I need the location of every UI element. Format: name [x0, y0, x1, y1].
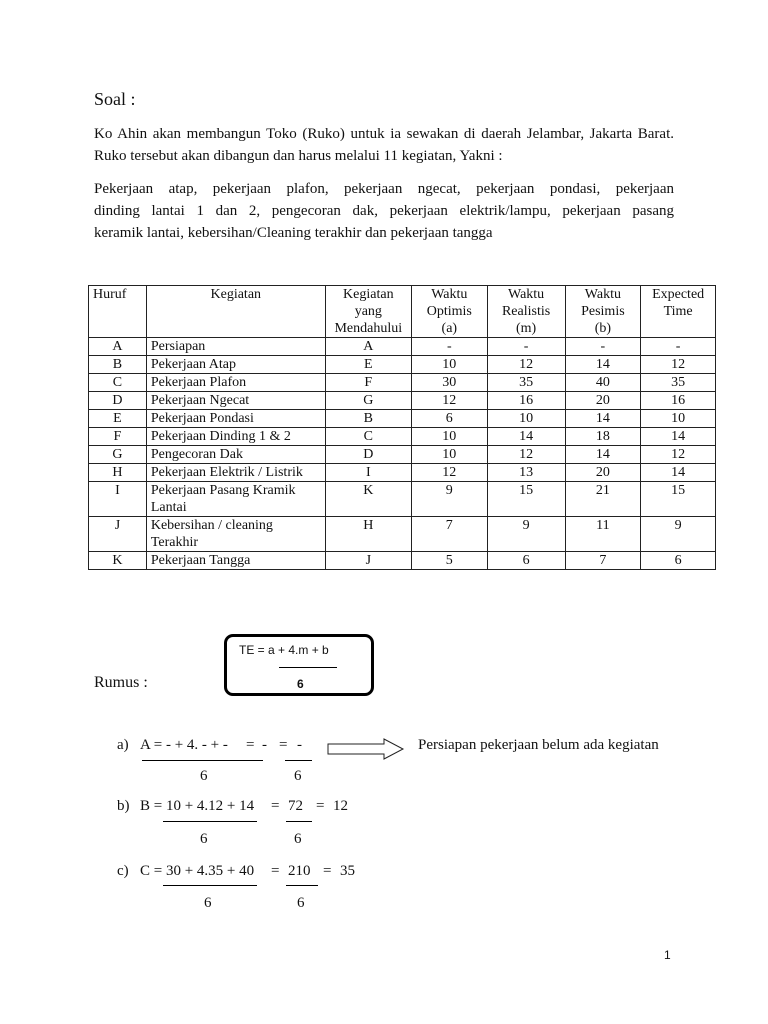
cell-pred: J [325, 552, 411, 570]
cell-b: 40 [565, 374, 641, 392]
cell-a: 5 [411, 552, 487, 570]
calc-c-mid: 210 [288, 863, 311, 879]
cell-pred: F [325, 374, 411, 392]
calc-c-eq1: = [271, 863, 280, 879]
cell-m: - [487, 338, 565, 356]
formula-numerator: TE = a + 4.m + b [239, 643, 329, 657]
cell-kegiatan: Pekerjaan Ngecat [146, 392, 325, 410]
cell-pred: H [325, 517, 411, 552]
calc-c-result: 35 [340, 863, 355, 879]
section-title: Soal : [94, 89, 136, 109]
cell-m: 15 [487, 482, 565, 517]
fraction-line [163, 885, 257, 886]
header-huruf: Huruf [89, 286, 147, 338]
cell-huruf: A [89, 338, 147, 356]
fraction-line [142, 760, 263, 761]
cell-te: 14 [641, 428, 716, 446]
calc-b-label: b) [117, 798, 130, 814]
cell-huruf: D [89, 392, 147, 410]
cell-m: 12 [487, 446, 565, 464]
rumus-label: Rumus : [94, 674, 148, 691]
cell-m: 10 [487, 410, 565, 428]
cell-huruf: F [89, 428, 147, 446]
cell-m: 35 [487, 374, 565, 392]
cell-m: 14 [487, 428, 565, 446]
cell-te: 15 [641, 482, 716, 517]
cell-kegiatan: Pekerjaan Tangga [146, 552, 325, 570]
activities-line: Pekerjaan atap, pekerjaan plafon, pekerjaan ngecat, pekerjaan pondasi, pekerjaan [94, 181, 674, 197]
cell-a: 12 [411, 464, 487, 482]
activities-paragraph [94, 178, 674, 244]
fraction-line [286, 821, 312, 822]
cell-pred: I [325, 464, 411, 482]
calc-c-expr: C = 30 + 4.35 + 40 [140, 863, 255, 879]
activities-line: dinding lantai 1 dan 2, pengecoran dak, pekerjaan elektrik/lampu, pekerjaan pasang [94, 203, 674, 219]
calc-a-den1: 6 [200, 768, 208, 784]
table-row [89, 552, 716, 570]
header-pessimistic: Waktu Pesimis (b) [565, 286, 641, 338]
calc-b-expr: B = 10 + 4.12 + 14 [140, 798, 255, 814]
activity-table [88, 285, 716, 570]
table-row [89, 410, 716, 428]
calc-b-eq1: = [271, 798, 280, 814]
cell-te: 12 [641, 356, 716, 374]
table-row [89, 428, 716, 446]
table-row [89, 482, 716, 517]
table-header-row [89, 286, 716, 338]
fraction-line [285, 760, 312, 761]
cell-huruf: B [89, 356, 147, 374]
cell-te: 10 [641, 410, 716, 428]
page-number: 1 [664, 948, 671, 962]
cell-a: 9 [411, 482, 487, 517]
cell-huruf: G [89, 446, 147, 464]
calc-a-expr: A = - + 4. - + - [140, 737, 228, 753]
right-arrow-icon [326, 737, 406, 761]
cell-kegiatan: Pengecoran Dak [146, 446, 325, 464]
cell-b: 11 [565, 517, 641, 552]
cell-huruf: H [89, 464, 147, 482]
calc-c-den1: 6 [204, 895, 212, 911]
cell-kegiatan: Pekerjaan Pasang Kramik Lantai [146, 482, 325, 517]
cell-b: 21 [565, 482, 641, 517]
calc-a-result: - [297, 737, 302, 753]
formula-box [224, 634, 374, 696]
formula-denominator: 6 [297, 677, 304, 691]
calc-b-mid: 72 [288, 798, 303, 814]
cell-te: 12 [641, 446, 716, 464]
cell-b: 7 [565, 552, 641, 570]
calc-a-mid: - [262, 737, 267, 753]
fraction-line [163, 821, 257, 822]
intro-paragraph: Ko Ahin akan membangun Toko (Ruko) untuk ia sewakan di daerah Jelambar, Jakarta Barat. Ruko tersebut akan dibangun dan harus melalui 11 kegiatan, Yakni : [94, 126, 674, 164]
cell-huruf: C [89, 374, 147, 392]
cell-m: 6 [487, 552, 565, 570]
table-row [89, 517, 716, 552]
calc-c-eq2: = [323, 863, 332, 879]
activities-line: keramik lantai, kebersihan/Cleaning terakhir dan pekerjaan tangga [94, 225, 493, 241]
header-kegiatan: Kegiatan [146, 286, 325, 338]
cell-b: 20 [565, 464, 641, 482]
fraction-line [286, 885, 318, 886]
cell-pred: G [325, 392, 411, 410]
cell-kegiatan: Persiapan [146, 338, 325, 356]
cell-kegiatan: Pekerjaan Atap [146, 356, 325, 374]
cell-m: 13 [487, 464, 565, 482]
cell-b: 20 [565, 392, 641, 410]
calc-a-eq1: = [246, 737, 255, 753]
cell-b: 14 [565, 446, 641, 464]
header-predecessor: Kegiatan yang Mendahului [325, 286, 411, 338]
cell-m: 16 [487, 392, 565, 410]
cell-huruf: K [89, 552, 147, 570]
cell-huruf: I [89, 482, 147, 517]
cell-a: 7 [411, 517, 487, 552]
cell-b: 18 [565, 428, 641, 446]
cell-a: 10 [411, 356, 487, 374]
fraction-line [279, 667, 337, 668]
cell-pred: C [325, 428, 411, 446]
cell-a: 10 [411, 446, 487, 464]
cell-kegiatan: Pekerjaan Plafon [146, 374, 325, 392]
table-row [89, 338, 716, 356]
cell-a: 10 [411, 428, 487, 446]
cell-te: 16 [641, 392, 716, 410]
calc-b-den1: 6 [200, 831, 208, 847]
calc-a-label: a) [117, 737, 129, 753]
cell-a: 30 [411, 374, 487, 392]
table-row [89, 374, 716, 392]
cell-b: - [565, 338, 641, 356]
calc-b-result: 12 [333, 798, 348, 814]
cell-kegiatan: Pekerjaan Dinding 1 & 2 [146, 428, 325, 446]
calc-a-note: Persiapan pekerjaan belum ada kegiatan [418, 737, 659, 753]
cell-huruf: J [89, 517, 147, 552]
cell-pred: B [325, 410, 411, 428]
cell-pred: K [325, 482, 411, 517]
cell-huruf: E [89, 410, 147, 428]
calc-a-den2: 6 [294, 768, 302, 784]
cell-pred: A [325, 338, 411, 356]
cell-b: 14 [565, 356, 641, 374]
cell-a: 12 [411, 392, 487, 410]
cell-a: - [411, 338, 487, 356]
table-row [89, 446, 716, 464]
calc-c-label: c) [117, 863, 129, 879]
table-row [89, 392, 716, 410]
cell-kegiatan: Kebersihan / cleaning Terakhir [146, 517, 325, 552]
calc-c-den2: 6 [297, 895, 305, 911]
cell-te: 9 [641, 517, 716, 552]
header-realistic: Waktu Realistis (m) [487, 286, 565, 338]
calc-b-den2: 6 [294, 831, 302, 847]
header-expected-time: Expected Time [641, 286, 716, 338]
cell-m: 12 [487, 356, 565, 374]
cell-te: 14 [641, 464, 716, 482]
header-optimistic: Waktu Optimis (a) [411, 286, 487, 338]
table-row [89, 464, 716, 482]
cell-te: 6 [641, 552, 716, 570]
cell-kegiatan: Pekerjaan Elektrik / Listrik [146, 464, 325, 482]
cell-a: 6 [411, 410, 487, 428]
cell-pred: D [325, 446, 411, 464]
cell-kegiatan: Pekerjaan Pondasi [146, 410, 325, 428]
cell-m: 9 [487, 517, 565, 552]
calc-b-eq2: = [316, 798, 325, 814]
cell-b: 14 [565, 410, 641, 428]
calc-a-eq2: = [279, 737, 288, 753]
cell-pred: E [325, 356, 411, 374]
table-row [89, 356, 716, 374]
cell-te: - [641, 338, 716, 356]
cell-te: 35 [641, 374, 716, 392]
